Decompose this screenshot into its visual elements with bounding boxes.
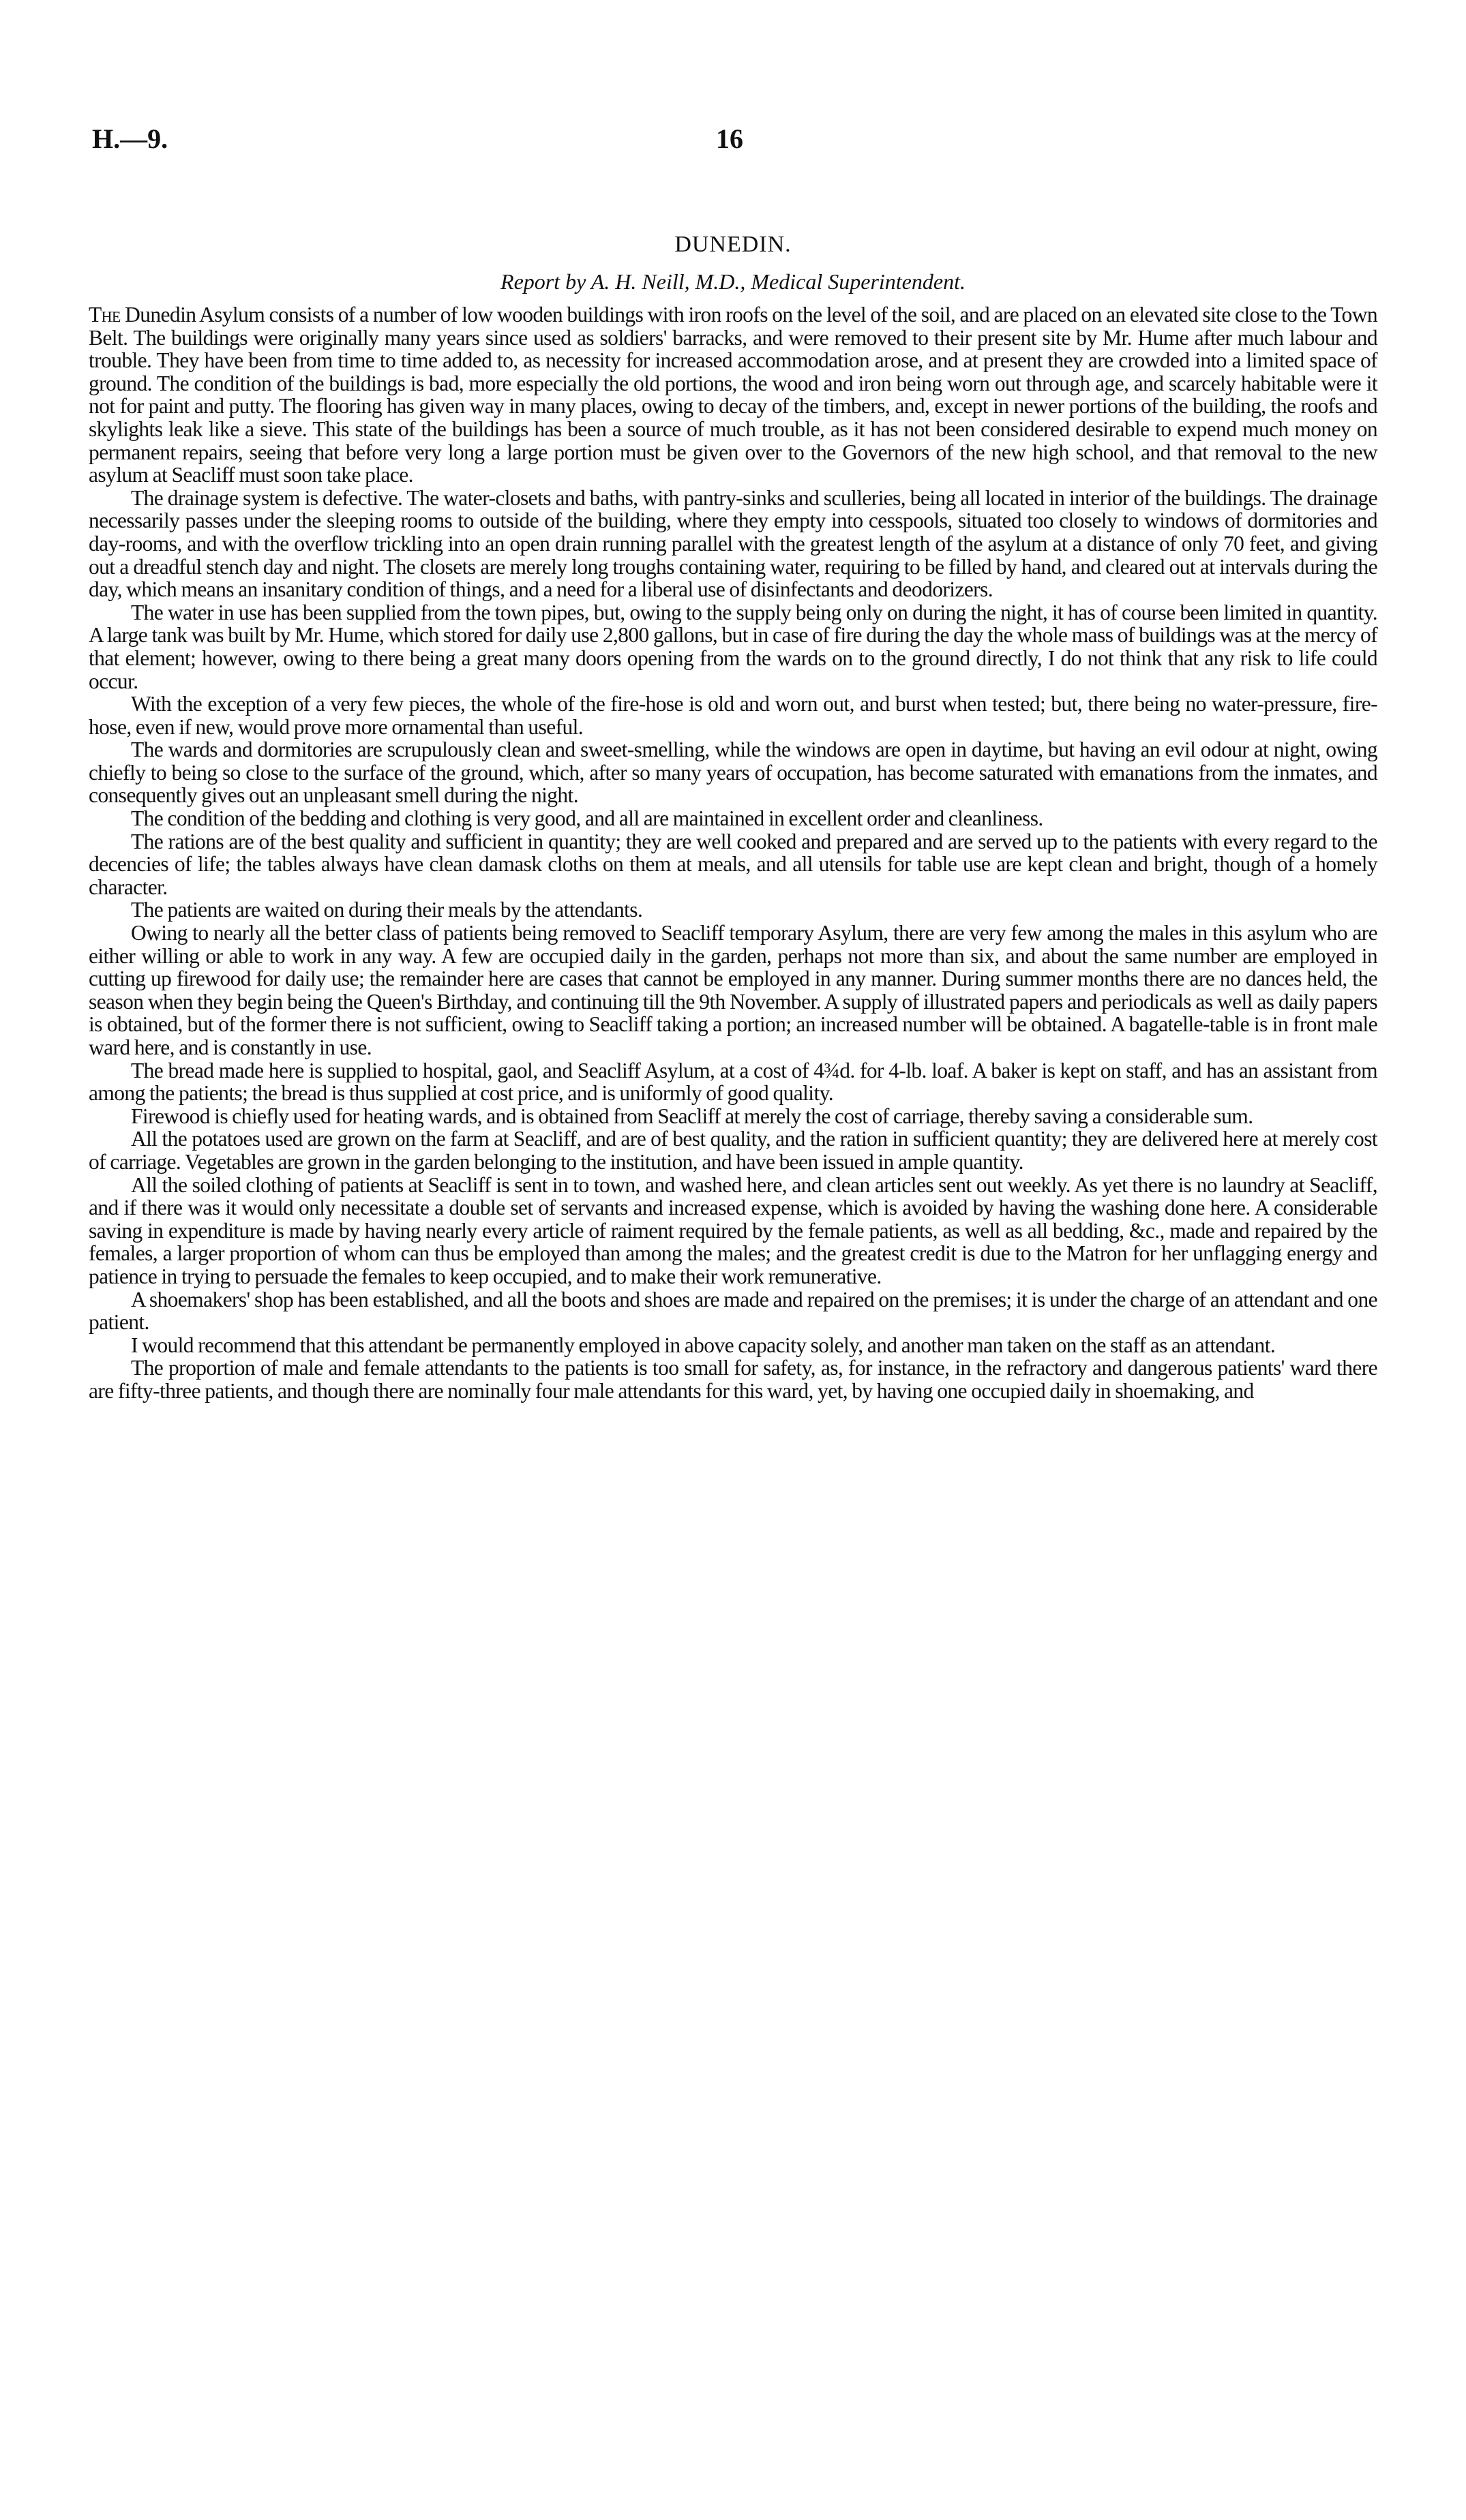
report-byline: Report by A. H. Neill, M.D., Medical Superintendent. (500, 269, 966, 294)
paragraph: The bread made here is supplied to hospital, gaol, and Seacliff Asylum, at a cost of 4¾d. for 4-lb. loaf. A baker is kept on staff, and has an assistant from among the patients; the bread is thus supplied at cost price, and is uniformly of good quality. (89, 1058, 1377, 1106)
paragraph: The drainage system is defective. The water-closets and baths, with pantry-sinks and sculleries, being all located in interior of the buildings. The drainage necessarily passes under the sleeping rooms to outside of the building, where they empty into cesspools, situated too closely to windows of dormitories and day-rooms, and with the overflow trickling into an open drain running parallel with the greatest length of the asylum at a distance of only 70 feet, and giving out a dreadful stench day and night. The closets are merely long troughs containing water, requiring to be filled by hand, and cleared out at intervals during the day, which means an insanitary condition of things, and a need for a liberal use of disinfectants and deodorizers. (89, 485, 1377, 602)
paragraph: All the soiled clothing of patients at Seacliff is sent in to town, and washed here, and clean articles sent out weekly. As yet there is no laundry at Seacliff, and if there was it would only necessitate a double set of servants and increased expense, which is avoided by having the washing done here. A considerable saving in expenditure is made by having nearly every article of raiment required by the female patients, as well as all bedding, &c., made and repaired by the females, a larger proportion of whom can thus be employed than among the males; and the greatest credit is due to the Matron for her unflagging energy and patience in trying to persuade the females to keep occupied, and to make their work remunerative. (89, 1172, 1377, 1288)
paragraph: Firewood is chiefly used for heating wards, and is obtained from Seacliff at merely the cost of carriage, thereby saving a considerable sum. (131, 1104, 1253, 1128)
drop-word: The (89, 303, 121, 327)
section-title: DUNEDIN. (674, 232, 792, 257)
paragraph (89, 303, 1377, 487)
paragraph: The condition of the bedding and clothing is very good, and all are maintained in excellent order and cleanliness. (131, 806, 1043, 831)
paragraph: The rations are of the best quality and sufficient in quantity; they are well cooked and prepared and are served up to the patients with every regard to the decencies of life; the tables always have clean damask cloths on them at meals, and all utensils for table use are kept clean and bright, though of a homely character. (89, 829, 1377, 899)
document-code: H.—9. (92, 123, 168, 154)
paragraph: A shoemakers' shop has been established, and all the boots and shoes are made and repaired on the premises; it is under the charge of an attendant and one patient. (89, 1287, 1377, 1335)
page-number: 16 (716, 123, 743, 154)
paragraph: With the exception of a very few pieces, the whole of the fire-hose is old and worn out, and burst when tested; but, there being no water-pressure, fire-hose, even if new, would prove more ornamental than useful. (89, 692, 1377, 739)
paragraph: The patients are waited on during their meals by the attendants. (131, 898, 643, 922)
paragraph: The proportion of male and female attendants to the patients is too small for safety, as, for instance, in the refractory and dangerous patients' ward there are fifty-three patients, and though there are nominally four male attendants for this ward, yet, by having one occupied daily in shoemaking, and (89, 1356, 1377, 1403)
paragraph-text: Dunedin Asylum consists of a number of low wooden buildings with iron roofs on the level of the soil, and are placed on an elevated site close to the Town Belt. The buildings were originally many years since used as soldiers' barracks, and were removed to their present site by Mr. Hume after much labour and trouble. They have been from time to time added to, as necessity for increased accommodation arose, and at present they are crowded into a limited space of ground. The condition of the buildings is bad, more especially the old portions, the wood and iron being worn out through age, and scarcely habitable were it not for paint and putty. The flooring has given way in many places, owing to decay of the timbers, and, except in newer portions of the building, the roofs and skylights leak like a sieve. This state of the buildings has been a source of much trouble, as it has not been considered desirable to expend much money on permanent repairs, seeing that before very long a large portion must be given over to the Governors of the new high school, and that removal to the new asylum at Seacliff must soon take place. (89, 303, 1377, 487)
paragraph: The wards and dormitories are scrupulously clean and sweet-smelling, while the windows are open in daytime, but having an evil odour at night, owing chiefly to being so close to the surface of the ground, which, after so many years of occupation, has become saturated with emanations from the inmates, and consequently gives out an unpleasant smell during the night. (89, 738, 1377, 808)
paragraph: I would recommend that this attendant be permanently employed in above capacity solely, and another man taken on the staff as an attendant. (131, 1333, 1276, 1357)
paragraph: The water in use has been supplied from the town pipes, but, owing to the supply being only on during the night, it has of course been limited in quantity. A large tank was built by Mr. Hume, which stored for daily use 2,800 gallons, but in case of fire during the day the whole mass of buildings was at the mercy of that element; however, owing to there being a great many doors opening from the wards on to the ground directly, I do not think that any risk to life could occur. (89, 600, 1377, 693)
paragraph: All the potatoes used are grown on the farm at Seacliff, and are of best quality, and the ration in sufficient quantity; they are delivered here at merely cost of carriage. Vegetables are grown in the garden belonging to the institution, and have been issued in ample quantity. (89, 1127, 1377, 1174)
report-body (89, 303, 1377, 1403)
paragraph: Owing to nearly all the better class of patients being removed to Seacliff temporary Asylum, there are very few among the males in this asylum who are either willing or able to work in any way. A few are occupied daily in the garden, perhaps not more than six, and about the same number are employed in cutting up firewood for daily use; the remainder here are cases that cannot be employed in any manner. During summer months there are no dances held, the season when they begin being the Queen's Birthday, and continuing till the 9th November. A supply of illustrated papers and periodicals as well as daily papers is obtained, but of the former there is not sufficient, owing to Seacliff taking a portion; an increased number will be obtained. A bagatelle-table is in front male ward here, and is constantly in use. (89, 921, 1377, 1059)
